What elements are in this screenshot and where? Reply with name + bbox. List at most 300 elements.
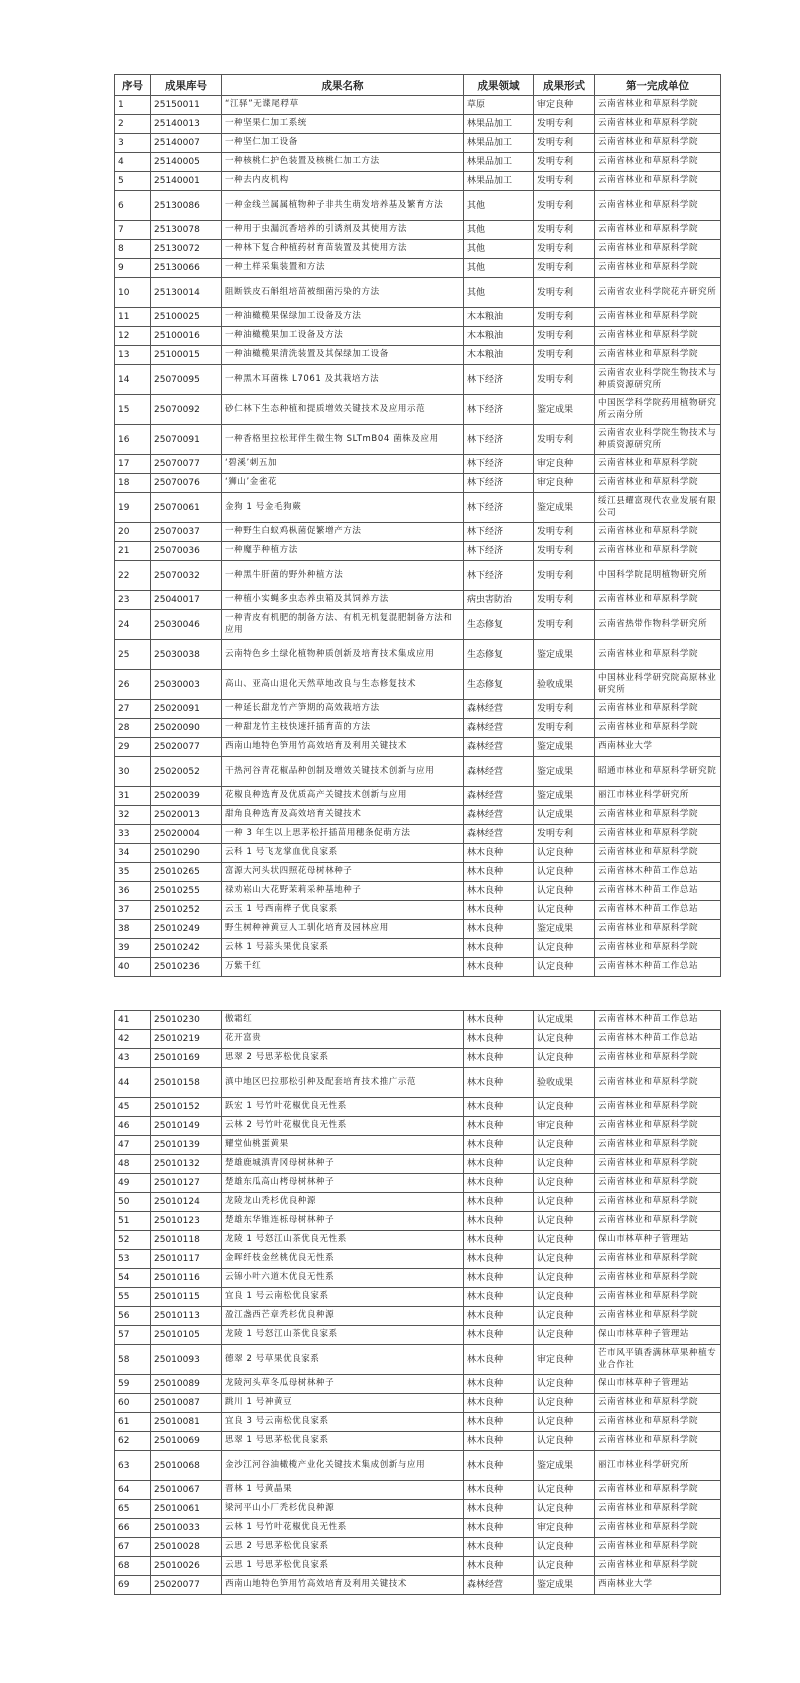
row-unit: 云南省农业科学院生物技术与种质资源研究所 — [595, 365, 721, 395]
row-index: 42 — [115, 1030, 151, 1049]
row-unit: 中国林业科学研究院高原林业研究所 — [595, 670, 721, 700]
row-field: 林木良种 — [464, 863, 534, 882]
row-field: 林木良种 — [464, 1500, 534, 1519]
row-unit: 云南省林业和草原科学院 — [595, 523, 721, 542]
row-unit: 丽江市林业科学研究所 — [595, 1451, 721, 1481]
row-name: 西南山地特色笋用竹高效培育及利用关键技术 — [222, 738, 464, 757]
row-code: 25020052 — [151, 757, 222, 787]
row-form: 发明专利 — [534, 278, 595, 308]
table-row — [115, 455, 721, 474]
row-field: 森林经营 — [464, 719, 534, 738]
row-index: 62 — [115, 1432, 151, 1451]
row-field: 林下经济 — [464, 474, 534, 493]
row-code: 25010089 — [151, 1375, 222, 1394]
row-code: 25030046 — [151, 610, 222, 640]
row-name: 楚雄鹿城滇青冈母树林种子 — [222, 1155, 464, 1174]
row-code: 25150011 — [151, 96, 222, 115]
row-field: 林木良种 — [464, 1375, 534, 1394]
row-code: 25020077 — [151, 1576, 222, 1595]
row-index: 46 — [115, 1117, 151, 1136]
row-code: 25020004 — [151, 825, 222, 844]
row-code: 25130086 — [151, 191, 222, 221]
row-field: 木本粮油 — [464, 327, 534, 346]
row-field: 生态修复 — [464, 640, 534, 670]
table-row — [115, 425, 721, 455]
row-name: 云锦小叶六道木优良无性系 — [222, 1269, 464, 1288]
row-form: 认定良种 — [534, 1557, 595, 1576]
row-field: 林下经济 — [464, 523, 534, 542]
row-field: 林木良种 — [464, 958, 534, 977]
row-code: 25010149 — [151, 1117, 222, 1136]
row-name: 跃宏 1 号竹叶花椒优良无性系 — [222, 1098, 464, 1117]
row-form: 认定良种 — [534, 1481, 595, 1500]
row-form: 认定良种 — [534, 1375, 595, 1394]
row-name: 滇中地区巴拉那松引种及配套培育技术推广示范 — [222, 1068, 464, 1098]
row-index: 67 — [115, 1538, 151, 1557]
row-field: 其他 — [464, 191, 534, 221]
row-index: 58 — [115, 1345, 151, 1375]
row-field: 林木良种 — [464, 1030, 534, 1049]
table-row — [115, 1557, 721, 1576]
table-row — [115, 1413, 721, 1432]
table-row — [115, 191, 721, 221]
row-unit: 云南省林业和草原科学院 — [595, 1136, 721, 1155]
row-name: 傲霜红 — [222, 1011, 464, 1030]
row-index: 10 — [115, 278, 151, 308]
table-row — [115, 1519, 721, 1538]
table-row — [115, 901, 721, 920]
row-index: 56 — [115, 1307, 151, 1326]
row-code: 25070095 — [151, 365, 222, 395]
row-index: 33 — [115, 825, 151, 844]
row-form: 审定良种 — [534, 96, 595, 115]
row-form: 认定成果 — [534, 806, 595, 825]
row-form: 审定良种 — [534, 474, 595, 493]
row-index: 21 — [115, 542, 151, 561]
table-row — [115, 327, 721, 346]
row-name: 一种去内皮机构 — [222, 172, 464, 191]
row-field: 森林经营 — [464, 700, 534, 719]
row-index: 8 — [115, 240, 151, 259]
row-code: 25010265 — [151, 863, 222, 882]
row-unit: 云南省林业和草原科学院 — [595, 1481, 721, 1500]
row-form: 发明专利 — [534, 591, 595, 610]
row-code: 25010069 — [151, 1432, 222, 1451]
row-index: 17 — [115, 455, 151, 474]
row-field: 其他 — [464, 240, 534, 259]
row-code: 25100025 — [151, 308, 222, 327]
row-code: 25010081 — [151, 1413, 222, 1432]
row-code: 25010255 — [151, 882, 222, 901]
table-row — [115, 346, 721, 365]
row-code: 25010252 — [151, 901, 222, 920]
row-code: 25140001 — [151, 172, 222, 191]
row-code: 25010249 — [151, 920, 222, 939]
table-row — [115, 240, 721, 259]
row-index: 26 — [115, 670, 151, 700]
row-name: 一种核桃仁护色装置及核桃仁加工方法 — [222, 153, 464, 172]
row-index: 63 — [115, 1451, 151, 1481]
row-code: 25030003 — [151, 670, 222, 700]
row-index: 32 — [115, 806, 151, 825]
row-index: 55 — [115, 1288, 151, 1307]
row-field: 林木良种 — [464, 1413, 534, 1432]
row-unit: 云南省林业和草原科学院 — [595, 1413, 721, 1432]
row-name: 西南山地特色笋用竹高效培育及利用关键技术 — [222, 1576, 464, 1595]
row-index: 57 — [115, 1326, 151, 1345]
row-name: 耀堂仙桃蛋黄果 — [222, 1136, 464, 1155]
row-unit: 云南省林业和草原科学院 — [595, 1212, 721, 1231]
row-unit: 保山市林草种子管理站 — [595, 1326, 721, 1345]
row-unit: 云南省林业和草原科学院 — [595, 825, 721, 844]
row-index: 4 — [115, 153, 151, 172]
row-form: 发明专利 — [534, 221, 595, 240]
row-field: 森林经营 — [464, 757, 534, 787]
table-row — [115, 542, 721, 561]
row-code: 25010152 — [151, 1098, 222, 1117]
row-name: 禄劝崧山大花野茉莉采种基地种子 — [222, 882, 464, 901]
table-row — [115, 1481, 721, 1500]
row-form: 认定良种 — [534, 1174, 595, 1193]
row-form: 认定良种 — [534, 1250, 595, 1269]
row-name: ‘碧溪’刺五加 — [222, 455, 464, 474]
row-name: 德翠 2 号草果优良家系 — [222, 1345, 464, 1375]
row-field: 林木良种 — [464, 1432, 534, 1451]
row-unit: 云南省林木种苗工作总站 — [595, 1011, 721, 1030]
row-code: 25010113 — [151, 1307, 222, 1326]
row-index: 13 — [115, 346, 151, 365]
row-index: 69 — [115, 1576, 151, 1595]
table-row — [115, 523, 721, 542]
table-row — [115, 670, 721, 700]
row-form: 鉴定成果 — [534, 1451, 595, 1481]
row-index: 6 — [115, 191, 151, 221]
row-name: 一种黑木耳菌株 L7061 及其栽培方法 — [222, 365, 464, 395]
row-field: 林木良种 — [464, 1269, 534, 1288]
row-field: 林木良种 — [464, 1231, 534, 1250]
table-row — [115, 1375, 721, 1394]
row-name: 万紫千红 — [222, 958, 464, 977]
row-field: 其他 — [464, 221, 534, 240]
row-unit: 云南省林业和草原科学院 — [595, 240, 721, 259]
row-unit: 云南省林木种苗工作总站 — [595, 882, 721, 901]
row-name: 云思 1 号思茅松优良家系 — [222, 1557, 464, 1576]
row-name: 一种野生白蚁鸡枞菌促繁增产方法 — [222, 523, 464, 542]
row-code: 25020013 — [151, 806, 222, 825]
table-row — [115, 308, 721, 327]
row-code: 25010123 — [151, 1212, 222, 1231]
row-form: 认定良种 — [534, 863, 595, 882]
row-code: 25010061 — [151, 1500, 222, 1519]
row-index: 2 — [115, 115, 151, 134]
row-form: 认定良种 — [534, 1432, 595, 1451]
row-code: 25010132 — [151, 1155, 222, 1174]
row-name: 楚雄东瓜高山栲母树林种子 — [222, 1174, 464, 1193]
row-code: 25140013 — [151, 115, 222, 134]
row-form: 审定良种 — [534, 1345, 595, 1375]
table-row — [115, 863, 721, 882]
row-unit: 云南省林业和草原科学院 — [595, 455, 721, 474]
row-name: 跳川 1 号神黄豆 — [222, 1394, 464, 1413]
table-row — [115, 1576, 721, 1595]
row-unit: 西南林业大学 — [595, 738, 721, 757]
row-index: 23 — [115, 591, 151, 610]
row-field: 林下经济 — [464, 493, 534, 523]
row-code: 25010117 — [151, 1250, 222, 1269]
table-row — [115, 134, 721, 153]
row-index: 36 — [115, 882, 151, 901]
row-index: 34 — [115, 844, 151, 863]
row-unit: 云南省林木种苗工作总站 — [595, 958, 721, 977]
row-index: 18 — [115, 474, 151, 493]
row-form: 发明专利 — [534, 719, 595, 738]
row-name: 一种延长甜龙竹产笋期的高效栽培方法 — [222, 700, 464, 719]
table-row — [115, 757, 721, 787]
table-row — [115, 939, 721, 958]
row-index: 29 — [115, 738, 151, 757]
row-unit: 云南省林业和草原科学院 — [595, 191, 721, 221]
row-field: 林木良种 — [464, 1451, 534, 1481]
table-row — [115, 493, 721, 523]
row-form: 认定良种 — [534, 844, 595, 863]
row-field: 林木良种 — [464, 1345, 534, 1375]
row-index: 60 — [115, 1394, 151, 1413]
row-unit: 云南省林业和草原科学院 — [595, 1049, 721, 1068]
row-name: 一种青皮有机肥的制备方法、有机无机复混肥制备方法和应用 — [222, 610, 464, 640]
row-form: 认定良种 — [534, 1212, 595, 1231]
row-field: 林下经济 — [464, 561, 534, 591]
row-name: 高山、亚高山退化天然草地改良与生态修复技术 — [222, 670, 464, 700]
row-form: 发明专利 — [534, 327, 595, 346]
row-form: 鉴定成果 — [534, 920, 595, 939]
row-index: 27 — [115, 700, 151, 719]
row-code: 25130014 — [151, 278, 222, 308]
row-index: 5 — [115, 172, 151, 191]
row-unit: 云南省林木种苗工作总站 — [595, 863, 721, 882]
row-form: 验收成果 — [534, 1068, 595, 1098]
row-name: 一种甜龙竹主枝快速扦插育苗的方法 — [222, 719, 464, 738]
row-field: 林木良种 — [464, 1481, 534, 1500]
row-unit: 云南省农业科学院生物技术与种质资源研究所 — [595, 425, 721, 455]
row-name: 一种魔芋种植方法 — [222, 542, 464, 561]
row-name: 思翠 1 号思茅松优良家系 — [222, 1432, 464, 1451]
row-unit: 云南省林业和草原科学院 — [595, 346, 721, 365]
table-row — [115, 1136, 721, 1155]
row-field: 林木良种 — [464, 1117, 534, 1136]
table-row — [115, 882, 721, 901]
row-name: 一种土样采集装置和方法 — [222, 259, 464, 278]
row-unit: 中国科学院昆明植物研究所 — [595, 561, 721, 591]
row-index: 40 — [115, 958, 151, 977]
row-form: 发明专利 — [534, 115, 595, 134]
row-field: 木本粮油 — [464, 308, 534, 327]
table-row — [115, 259, 721, 278]
table-row — [115, 958, 721, 977]
row-unit: 昭通市林业和草原科学研究院 — [595, 757, 721, 787]
row-code: 25020090 — [151, 719, 222, 738]
row-name: 一种油橄榄果清洗装置及其保绿加工设备 — [222, 346, 464, 365]
row-field: 林木良种 — [464, 1538, 534, 1557]
row-code: 25010115 — [151, 1288, 222, 1307]
row-field: 林木良种 — [464, 1557, 534, 1576]
row-index: 35 — [115, 863, 151, 882]
row-index: 44 — [115, 1068, 151, 1098]
row-index: 38 — [115, 920, 151, 939]
row-index: 47 — [115, 1136, 151, 1155]
row-field: 林木良种 — [464, 939, 534, 958]
row-field: 木本粮油 — [464, 346, 534, 365]
row-index: 1 — [115, 96, 151, 115]
row-form: 发明专利 — [534, 134, 595, 153]
row-form: 认定良种 — [534, 1136, 595, 1155]
row-name: 金晖纤枝金丝桃优良无性系 — [222, 1250, 464, 1269]
row-name: 楚雄东华锥连栎母树林种子 — [222, 1212, 464, 1231]
row-unit: 云南省林业和草原科学院 — [595, 844, 721, 863]
row-index: 68 — [115, 1557, 151, 1576]
row-code: 25010067 — [151, 1481, 222, 1500]
row-name: ‘狮山’金雀花 — [222, 474, 464, 493]
table-row — [115, 610, 721, 640]
row-form: 发明专利 — [534, 191, 595, 221]
table-row — [115, 115, 721, 134]
row-form: 认定良种 — [534, 1538, 595, 1557]
table-row — [115, 1307, 721, 1326]
row-name: 晋林 1 号黄晶果 — [222, 1481, 464, 1500]
row-form: 审定良种 — [534, 1519, 595, 1538]
table-row — [115, 1269, 721, 1288]
row-code: 25010093 — [151, 1345, 222, 1375]
row-form: 发明专利 — [534, 259, 595, 278]
row-code: 25010028 — [151, 1538, 222, 1557]
row-unit: 保山市林草种子管理站 — [595, 1231, 721, 1250]
row-form: 认定良种 — [534, 901, 595, 920]
row-field: 林木良种 — [464, 1068, 534, 1098]
row-form: 认定良种 — [534, 1030, 595, 1049]
table-row — [115, 395, 721, 425]
row-field: 林木良种 — [464, 1394, 534, 1413]
row-form: 发明专利 — [534, 346, 595, 365]
row-field: 林下经济 — [464, 425, 534, 455]
row-code: 25130072 — [151, 240, 222, 259]
row-code: 25010290 — [151, 844, 222, 863]
row-form: 审定良种 — [534, 455, 595, 474]
row-index: 41 — [115, 1011, 151, 1030]
row-name: 盈江盏西芒章秃杉优良种源 — [222, 1307, 464, 1326]
row-unit: 芒市风平镇香满林草果种植专业合作社 — [595, 1345, 721, 1375]
row-form: 发明专利 — [534, 172, 595, 191]
row-index: 3 — [115, 134, 151, 153]
row-unit: 云南省林业和草原科学院 — [595, 1288, 721, 1307]
row-field: 林木良种 — [464, 1098, 534, 1117]
row-field: 林果品加工 — [464, 134, 534, 153]
row-form: 认定良种 — [534, 1155, 595, 1174]
row-name: 云林 1 号竹叶花椒优良无性系 — [222, 1519, 464, 1538]
row-name: 富源大河头状四照花母树林种子 — [222, 863, 464, 882]
table-row — [115, 591, 721, 610]
row-unit: 云南省林业和草原科学院 — [595, 719, 721, 738]
row-name: 砂仁林下生态种植和提质增效关键技术及应用示范 — [222, 395, 464, 425]
table-row — [115, 1231, 721, 1250]
row-unit: 云南省林业和草原科学院 — [595, 1500, 721, 1519]
row-field: 森林经营 — [464, 806, 534, 825]
table-row — [115, 278, 721, 308]
row-code: 25010169 — [151, 1049, 222, 1068]
row-code: 25010219 — [151, 1030, 222, 1049]
row-name: 龙陵 1 号怒江山茶优良无性系 — [222, 1231, 464, 1250]
row-unit: 云南省林业和草原科学院 — [595, 542, 721, 561]
table-row — [115, 1011, 721, 1030]
row-name: 一种 3 年生以上思茅松扦插苗用穗条促萌方法 — [222, 825, 464, 844]
row-index: 24 — [115, 610, 151, 640]
header-code: 成果库号 — [151, 75, 222, 96]
row-field: 森林经营 — [464, 787, 534, 806]
table-row — [115, 825, 721, 844]
table-row — [115, 474, 721, 493]
row-code: 25070077 — [151, 455, 222, 474]
row-unit: 云南省林业和草原科学院 — [595, 1193, 721, 1212]
row-unit: 云南省林业和草原科学院 — [595, 1269, 721, 1288]
row-code: 25040017 — [151, 591, 222, 610]
row-form: 鉴定成果 — [534, 787, 595, 806]
header-field: 成果领域 — [464, 75, 534, 96]
row-index: 7 — [115, 221, 151, 240]
row-unit: 云南省林业和草原科学院 — [595, 327, 721, 346]
table-row — [115, 719, 721, 738]
row-name: 花椒良种选育及优质高产关键技术创新与应用 — [222, 787, 464, 806]
table-row — [115, 806, 721, 825]
table-row — [115, 1394, 721, 1413]
row-form: 认定良种 — [534, 1288, 595, 1307]
row-form: 发明专利 — [534, 561, 595, 591]
row-form: 验收成果 — [534, 670, 595, 700]
table-body-part-1 — [115, 96, 721, 977]
row-code: 25020091 — [151, 700, 222, 719]
row-index: 14 — [115, 365, 151, 395]
row-unit: 云南省热带作物科学研究所 — [595, 610, 721, 640]
row-unit: 云南省林业和草原科学院 — [595, 153, 721, 172]
row-name: 野生树种神黄豆人工驯化培育及园林应用 — [222, 920, 464, 939]
row-unit: 中国医学科学院药用植物研究所云南分所 — [595, 395, 721, 425]
row-code: 25010127 — [151, 1174, 222, 1193]
row-name: 梁河平山小厂秃杉优良种源 — [222, 1500, 464, 1519]
table-row — [115, 1288, 721, 1307]
table-row — [115, 844, 721, 863]
row-name: 阻断铁皮石斛组培苗被细菌污染的方法 — [222, 278, 464, 308]
table-row — [115, 172, 721, 191]
row-unit: 西南林业大学 — [595, 1576, 721, 1595]
row-unit: 云南省林业和草原科学院 — [595, 640, 721, 670]
table-row — [115, 920, 721, 939]
row-unit: 云南省林业和草原科学院 — [595, 1519, 721, 1538]
row-index: 54 — [115, 1269, 151, 1288]
row-index: 61 — [115, 1413, 151, 1432]
row-form: 认定良种 — [534, 882, 595, 901]
row-field: 林木良种 — [464, 1250, 534, 1269]
row-code: 25030038 — [151, 640, 222, 670]
row-name: 云思 2 号思茅松优良家系 — [222, 1538, 464, 1557]
row-form: 认定良种 — [534, 1269, 595, 1288]
row-field: 林木良种 — [464, 920, 534, 939]
row-form: 发明专利 — [534, 308, 595, 327]
row-name: 甜角良种选育及高效培育关键技术 — [222, 806, 464, 825]
row-code: 25010236 — [151, 958, 222, 977]
table-row — [115, 700, 721, 719]
row-name: 一种坚果仁加工系统 — [222, 115, 464, 134]
row-unit: 云南省林业和草原科学院 — [595, 221, 721, 240]
row-field: 其他 — [464, 259, 534, 278]
table-row — [115, 365, 721, 395]
row-form: 审定良种 — [534, 1117, 595, 1136]
